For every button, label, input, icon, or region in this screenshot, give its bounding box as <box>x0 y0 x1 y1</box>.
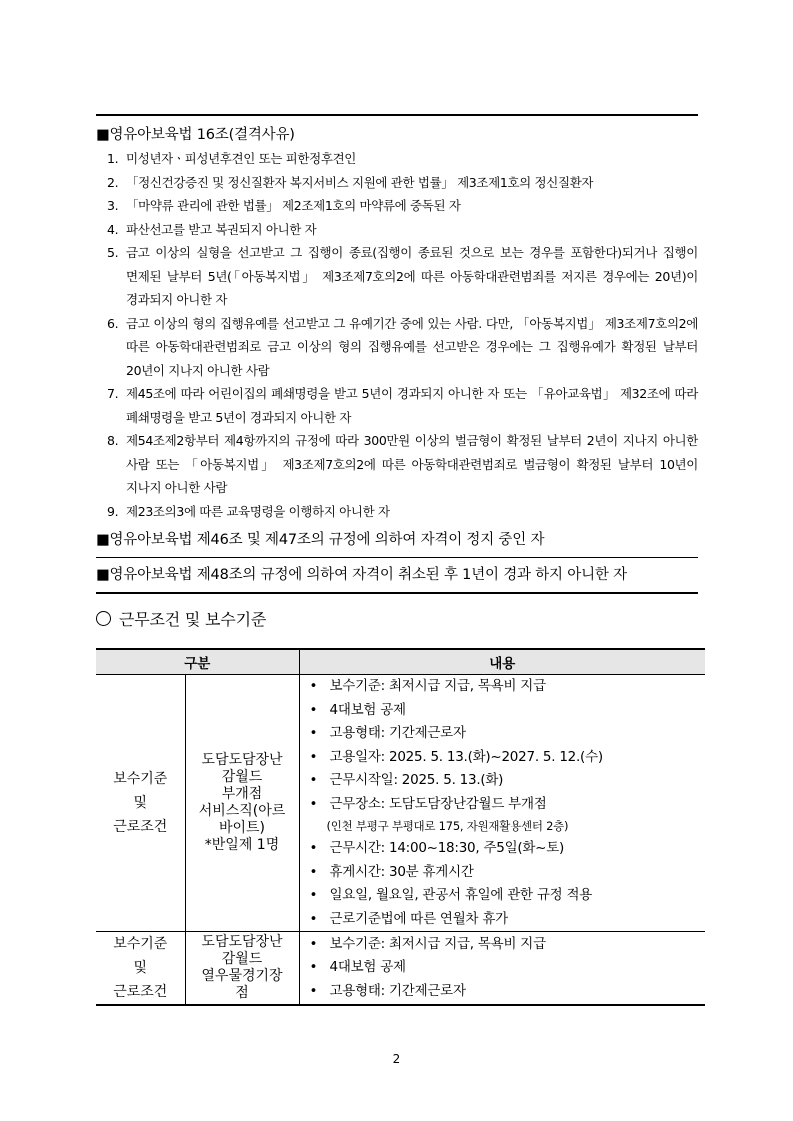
list-item: • 근무장소: 도담도담장난감월드 부개점 <box>300 793 706 817</box>
list-item: • 보수기준: 최저시급 지급, 목욕비 지급 <box>300 675 706 699</box>
bullet-icon: • <box>309 910 318 927</box>
table-row <box>96 932 705 1006</box>
list-item: 9. 제23조의3에 따른 교육명령을 이행하지 아니한 자 <box>107 503 390 519</box>
category-cell: 보수기준 및 근로조건 <box>96 675 185 932</box>
condition-list <box>300 933 706 1004</box>
list-item: • 근무시간: 14:00~18:30, 주5일(화~토) <box>300 837 706 861</box>
bullet-icon: • <box>309 840 318 856</box>
bullet-icon: • <box>309 748 318 765</box>
header-category: 구분 <box>96 649 299 675</box>
list-item: • 근로기준법에 따른 연월차 휴가 <box>300 908 706 932</box>
list-item: • 근무시작일: 2025. 5. 13.(화) <box>300 769 706 793</box>
address-note: (인천 부평구 부평대로 175, 자원재활용센터 2층) <box>326 819 569 833</box>
bullet-icon: • <box>309 701 318 718</box>
list-item: • 4대보험 공제 <box>300 699 706 723</box>
bullet-icon: • <box>309 725 318 741</box>
list-item: • 고용형태: 기간제근로자 <box>300 722 706 746</box>
disqualification-list <box>96 147 698 523</box>
bullet-icon: • <box>309 959 318 976</box>
list-item: 2. 「정신건강증진 및 정신질환자 복지서비스 지원에 관한 법률」 제3조제1호의 정신질환자 <box>107 174 594 190</box>
list-item: 6. 금고 이상의 형의 집행유예를 선고받고 그 유예기간 중에 있는 사람. 다만, 「아동복지법」 제3조제7호의2에 따른 아동학대관련범죄로 금고 이상의 형의 집행유예를 선고받은 경우에는 그 집행유예가 확정된 날부터 20년이 지나지 아니한 사람 <box>107 315 698 378</box>
bullet-icon: • <box>309 863 318 880</box>
cancellation-clause: ■영유아보육법 제48조의 규정에 의하여 자격이 취소된 후 1년이 경과 하지 아니한 자 <box>96 567 627 583</box>
content-cell <box>299 932 705 1006</box>
condition-list <box>300 675 706 931</box>
bullet-icon: • <box>309 935 318 952</box>
square-bullet-icon: ■ <box>96 567 110 583</box>
list-item: • 4대보험 공제 <box>300 956 706 980</box>
list-item: • 고용일자: 2025. 5. 13.(화)~2027. 5. 12.(수) <box>300 746 706 770</box>
suspension-clause: ■영유아보육법 제46조 및 제47조의 규정에 의하여 자격이 정지 중인 자 <box>96 523 698 558</box>
category-cell: 보수기준 및 근로조건 <box>96 932 185 1006</box>
list-item: 8. 제54조제2항부터 제4항까지의 규정에 따라 300만원 이상의 벌금형이 확정된 날부터 2년이 지나지 아니한 사람 또는 「아동복지법」 제3조제7호의2에 따른 아동학대관련범죄로 벌금형이 확정된 날부터 10년이 지나지 아니한 사람 <box>107 433 698 495</box>
list-item: • 보수기준: 최저시급 지급, 목욕비 지급 <box>300 933 706 957</box>
bullet-icon: • <box>309 678 318 694</box>
list-item: 4. 파산선고를 받고 복권되지 아니한 자 <box>107 221 317 237</box>
list-item: • 고용형태: 기간제근로자 <box>300 980 706 1004</box>
bullet-icon: • <box>309 772 318 788</box>
list-item: 1. 미성년자ㆍ피성년후견인 또는 피한정후견인 <box>107 151 357 166</box>
list-item: 5. 금고 이상의 실형을 선고받고 그 집행이 종료(집행이 종료된 것으로 보는 경우를 포함한다)되거나 집행이 면제된 날부터 5년(「아동복지법」 제3조제7호의2에 따른 아동학대관련범죄를 저지른 경우에는 20년)이 경과되지 아니한 자 <box>107 245 698 307</box>
circle-icon <box>96 611 111 626</box>
bullet-icon: • <box>309 795 318 812</box>
conditions-table <box>96 648 705 1006</box>
list-item: 7. 제45조에 따라 어린이집의 폐쇄명령을 받고 5년이 경과되지 아니한 자 또는 「유아교육법」 제32조에 따라 폐쇄명령을 받고 5년이 경과되지 아니한 자 <box>107 386 698 425</box>
bullet-icon: • <box>309 982 318 999</box>
list-item: 3. 「마약류 관리에 관한 법률」 제2조제1호의 마약류에 중독된 자 <box>107 198 461 213</box>
square-bullet-icon: ■ <box>96 532 110 548</box>
disqualification-heading: ■영유아보육법 16조(결격사유) <box>96 127 295 143</box>
content-cell <box>299 675 705 932</box>
disqualification-box <box>96 114 698 594</box>
position-cell: 도담도담장난 감월드 부개점 서비스직(아르 바이트) *반일제 1명 <box>185 675 299 932</box>
section-title: 근무조건 및 보수기준 <box>96 608 266 632</box>
position-cell: 도담도담장난 감월드 열우물경기장 점 <box>185 932 299 1006</box>
bullet-icon: • <box>309 887 318 903</box>
list-item: • 일요일, 월요일, 관공서 휴일에 관한 규정 적용 <box>300 884 706 908</box>
table-row <box>96 675 705 932</box>
header-content: 내용 <box>299 649 705 675</box>
list-item: • 휴게시간: 30분 휴게시간 <box>300 861 706 885</box>
page-number: 2 <box>392 1052 401 1066</box>
square-bullet-icon: ■ <box>96 127 110 143</box>
